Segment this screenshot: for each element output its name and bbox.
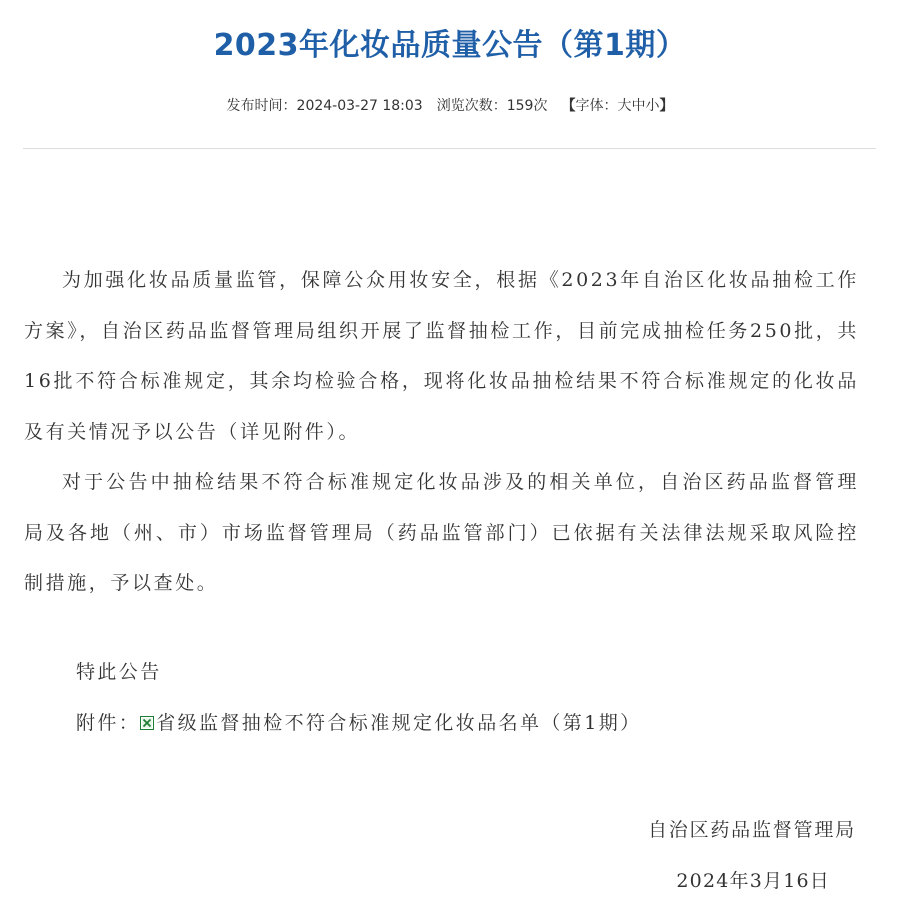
signature-organization: 自治区药品监督管理局 <box>647 819 856 841</box>
font-size-small-link[interactable]: 小 <box>645 98 660 114</box>
signature-date: 2024年3月16日 <box>676 870 830 892</box>
body-paragraph: 对于公告中抽检结果不符合标准规定化妆品涉及的相关单位，自治区药品监督管理局及各地（州、市）市场监督管理局（药品监管部门）已依据有关法律法规采取风险控制措施，予以查处。 <box>24 471 859 594</box>
view-count-label: 浏览次数： <box>436 98 507 114</box>
notice-text: 特此公告 <box>76 661 162 683</box>
font-size-large-link[interactable]: 大 <box>617 98 632 114</box>
attachment-line <box>76 708 642 735</box>
article-meta <box>0 95 900 115</box>
article-body <box>24 255 859 609</box>
view-count: 159次 <box>506 98 548 114</box>
attachment-label: 附件： <box>76 712 141 734</box>
attachment-link[interactable]: 省级监督抽检不符合标准规定化妆品名单（第1期） <box>156 712 642 734</box>
body-paragraph: 为加强化妆品质量监管，保障公众用妆安全，根据《2023年自治区化妆品抽检工作方案》，自治区药品监督管理局组织开展了监督抽检工作，目前完成抽检任务250批，共16批不符合标准规定，其余均检验合格，现将化妆品抽检结果不符合标准规定的化妆品及有关情况予以公告（详见附件）。 <box>24 269 859 443</box>
font-size-bracket-close: 】 <box>659 98 674 114</box>
font-size-medium-link[interactable]: 中 <box>631 98 646 114</box>
excel-file-icon[interactable] <box>140 713 154 727</box>
article-title: 2023年化妆品质量公告（第1期） <box>213 28 687 63</box>
publish-time-label: 发布时间： <box>226 98 297 114</box>
publish-time: 2024-03-27 18:03 <box>296 98 423 114</box>
font-size-bracket-open: 【 <box>561 98 576 114</box>
font-size-label: 字体： <box>575 98 618 114</box>
header-divider <box>23 148 876 149</box>
